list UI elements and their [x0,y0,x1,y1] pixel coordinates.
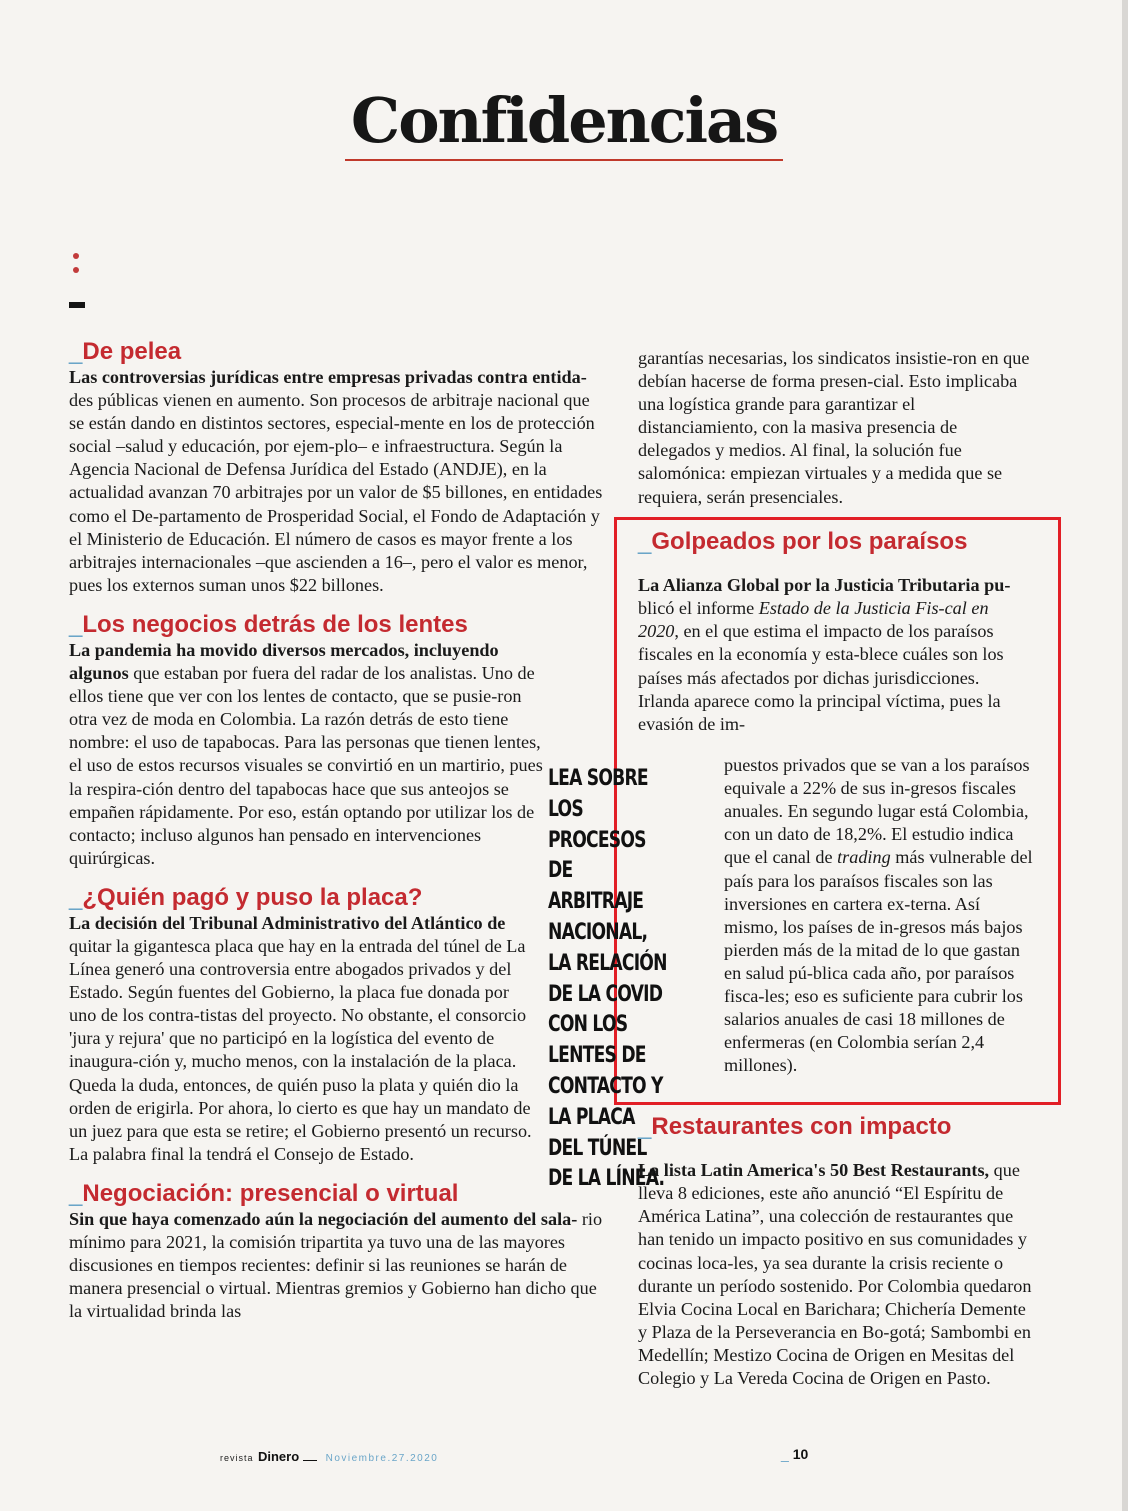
article-heading: _Golpeados por los paraísos [638,528,968,555]
footer-date: Noviembre.27.2020 [325,1453,439,1464]
article-lentes [69,611,547,870]
article-heading: _¿Quién pagó y puso la placa? [69,883,423,911]
article-body-indented: puestos privados que se van a los paraísos equivale a 22% de sus in-gresos fiscales anuales. En segundo lugar está Colombia, con un dato de 18,2%. El estudio indica que el canal de trading más vulnerable del país para los paraísos fiscales son las inversiones en cartera ex-terna. Así mismo, los países de in-gresos más bajos pierden más de la mitad de lo que gastan en salud pú-blica cada año, por paraísos fisca-les; eso es suficiente para cubrir los salarios anuales de casi 18 millones de enfermeras (en Colombia serían 2,4 millones). [724,755,1033,1076]
article-de-pelea [69,338,606,597]
page-title: Confidencias [345,88,783,161]
article-heading: _Restaurantes con impacto [638,1113,952,1140]
pull-quote: LEA SOBRE LOS PROCESOS DE ARBITRAJE NACIONAL, LA RELACIÓN DE LA COVID CON LOS LENTES DE CONTACTO Y LA PLACA DEL TÚNEL DE LA LÍNEA. [548,766,667,1192]
article-heading: _Negociación: presencial o virtual [69,1179,459,1207]
colon-ornament [73,253,79,281]
article-body: La decisión del Tribunal Administrativo del Atlántico de quitar la gigantesca placa que hay en la entrada del túnel de La Línea generó una controversia entre abogados privados y del Estado. Según fuentes del Gobierno, la placa fue donada por uno de los contra-tistas del proyecto. No obstante, el consorcio 'jura y rejura' que no participó en la logística del evento de inaugura-ción y, mucho menos, con la instalación de la placa. Queda la duda, entonces, de quién puso la plata y quién dio la orden de erigirla. Por ahora, lo cierto es que hay un mandato de un juez para que esta se retire; el Gobierno presentó un recurso. La palabra final la tendrá el Consejo de Estado. [69,912,532,1164]
scan-edge [1122,0,1128,1511]
article-body: La lista Latin America's 50 Best Restaurants, que lleva 8 ediciones, este año anunció “El Espíritu de América Latina”, una colección de restaurantes que han tenido un impacto positivo en sus comunidades y cocinas loca-les, ya sea durante la crisis reciente o durante un período sostenido. Por Colombia quedaron Elvia Cocina Local en Barichara; Chichería Demente y Plaza de la Perseverancia en Bo-gotá; Sambombi en Medellín; Mestizo Cocina de Origen en Mesitas del Colegio y La Vereda Cocina de Origen en Pasto. [638,1160,1032,1389]
article-body: La Alianza Global por la Justicia Tributaria pu- blicó el informe Estado de la Justicia Fis-cal en 2020, en el que estima el impacto de los paraísos fiscales en la economía y esta-blece cuáles son los países más afectados por dichas jurisdicciones. Irlanda aparece como la principal víctima, pues la evasión de im- [638,575,1011,734]
article-heading: _De pelea [69,338,182,365]
right-column-continuation [638,347,1033,509]
article-body-continued: garantías necesarias, los sindicatos insistie-ron en que debían hacerse de forma presen-cial. Esto implicaba una logística grande para garantizar el distanciamiento, con la masiva presencia de delegados y medios. Al final, la solución fue salomónica: empiezan virtuales y a medida que se requiera, serán presenciales. [638,348,1030,507]
article-heading: _Los negocios detrás de los lentes [69,610,468,638]
article-negociacion [69,1180,606,1323]
footer-brand: Dinero [257,1449,300,1464]
page-number: _ 10 [781,1446,809,1462]
article-restaurantes [638,1113,1038,1408]
article-body: La pandemia ha movido diversos mercados, incluyendo algunos que estaban por fuera del radar de los analistas. Uno de ellos tiene que ver con los lentes de contacto, que se pusie-ron otra vez de moda en Colombia. La razón detrás de esto tiene nombre: el uso de tapabocas. Para las personas que tienen lentes, el uso de estos recursos visuales se convirtió en un martirio, pues la respira-ción dentro del tapabocas hace que sus anteojos se empañen rápidamente. Por eso, están optando por utilizar los de contacto; incluso algunos han pensado en intervenciones quirúrgicas. [69,639,543,868]
footer-revista: revista [220,1453,254,1463]
article-golpeados [638,528,1038,1096]
article-body: Las controversias jurídicas entre empresas privadas contra entida- des públicas vienen en aumento. Son procesos de arbitraje nacional que se están dando en distintos sectores, especial-mente en los de protección social –salud y educación, por ejem-plo– e infraestructura. Según la Agencia Nacional de Defensa Jurídica del Estado (ANDJE), en la actualidad avanzan 70 arbitrajes por un valor de $5 billones, en entidades como el De-partamento de Prosperidad Social, el Fondo de Adaptación y el Ministerio de Educación. El número de casos es mayor frente a los arbitrajes internacionales –que ascienden a 16–, pero el valor es menor, pues los externos suman unos $22 billones. [69,367,603,595]
page-footer [220,1448,438,1466]
article-body: Sin que haya comenzado aún la negociación del aumento del sala- rio mínimo para 2021, la comisión tripartita ya tuvo una de las mayores discusiones en tiempos recientes: definir si las reuniones se harán de manera presencial o virtual. Mientras gremios y Gobierno han dicho que la virtualidad brinda las [69,1208,603,1322]
article-placa [69,884,539,1166]
dash-ornament [69,302,85,308]
masthead [0,84,1128,161]
left-column [69,338,606,1337]
